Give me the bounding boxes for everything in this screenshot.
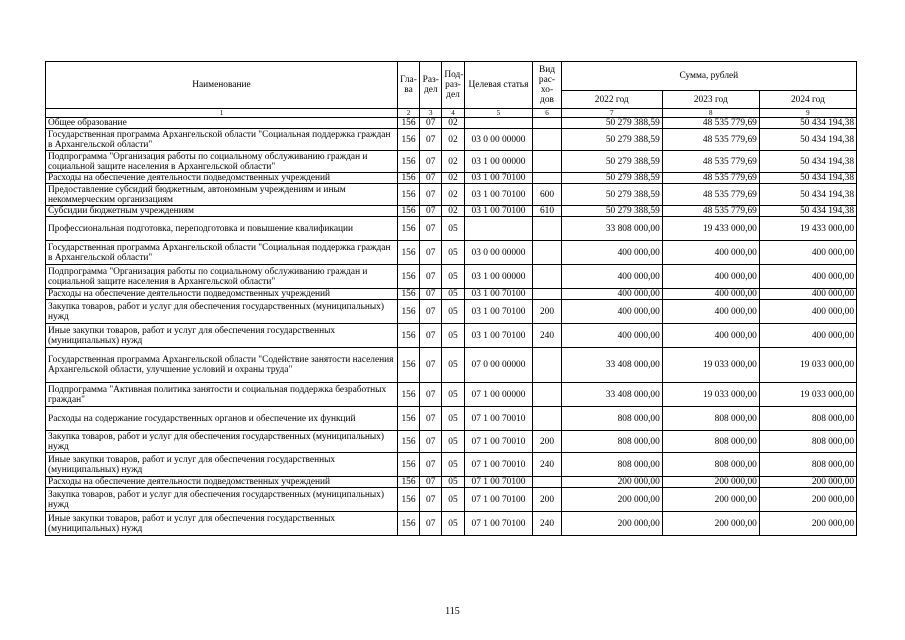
row-podrazdel: 02 (442, 173, 464, 184)
header-row (46, 62, 857, 91)
row-sum-2024: 400 000,00 (759, 241, 856, 265)
row-name: Государственная программа Архангельской области "Содействие занятости населения Архангельской области, улучшение условий и охраны труда" (46, 348, 398, 383)
row-sum-2023: 400 000,00 (662, 300, 759, 324)
row-name: Иные закупки товаров, работ и услуг для обеспечения государственных (муниципальных) нужд (46, 453, 398, 477)
row-celevaya-statya: 03 1 00 00000 (464, 151, 533, 173)
table-row (46, 173, 857, 184)
row-sum-2024: 50 434 194,38 (759, 206, 856, 217)
row-glava: 156 (397, 289, 419, 300)
row-sum-2022: 200 000,00 (561, 512, 662, 536)
row-celevaya-statya: 07 1 00 70100 (464, 488, 533, 512)
row-celevaya-statya: 07 1 00 70100 (464, 512, 533, 536)
header-year-2024: 2024 год (759, 91, 856, 109)
page-number: 115 (445, 606, 460, 617)
row-celevaya-statya: 03 1 00 70100 (464, 324, 533, 348)
row-vid-rashodov: 200 (533, 300, 561, 324)
table-row (46, 453, 857, 477)
budget-table (45, 61, 857, 536)
row-sum-2022: 808 000,00 (561, 453, 662, 477)
table-row (46, 431, 857, 453)
row-vid-rashodov (533, 118, 561, 129)
header-year-2022: 2022 год (561, 91, 662, 109)
table-row (46, 488, 857, 512)
row-glava: 156 (397, 477, 419, 488)
colnum-cell: 2 (397, 109, 419, 118)
colnum-cell: 1 (46, 109, 398, 118)
colnum-cell: 5 (464, 109, 533, 118)
row-glava: 156 (397, 348, 419, 383)
row-podrazdel: 05 (442, 300, 464, 324)
row-sum-2023: 19 433 000,00 (662, 217, 759, 241)
row-podrazdel: 05 (442, 324, 464, 348)
row-name: Закупка товаров, работ и услуг для обеспечения государственных (муниципальных) нужд (46, 488, 398, 512)
row-razdel: 07 (420, 151, 442, 173)
row-celevaya-statya: 03 1 00 70100 (464, 206, 533, 217)
row-glava: 156 (397, 129, 419, 151)
table-row (46, 512, 857, 536)
row-name: Общее образование (46, 118, 398, 129)
row-vid-rashodov (533, 129, 561, 151)
row-sum-2023: 48 535 779,69 (662, 129, 759, 151)
row-sum-2023: 19 033 000,00 (662, 348, 759, 383)
row-name: Расходы на обеспечение деятельности подведомственных учреждений (46, 477, 398, 488)
row-sum-2022: 33 408 000,00 (561, 383, 662, 407)
row-sum-2022: 200 000,00 (561, 488, 662, 512)
row-sum-2022: 50 279 388,59 (561, 173, 662, 184)
row-celevaya-statya: 07 1 00 70100 (464, 477, 533, 488)
row-name: Подпрограмма "Активная политика занятости и социальная поддержка безработных граждан" (46, 383, 398, 407)
row-sum-2023: 400 000,00 (662, 265, 759, 289)
row-sum-2023: 48 535 779,69 (662, 118, 759, 129)
row-podrazdel: 05 (442, 431, 464, 453)
row-razdel: 07 (420, 173, 442, 184)
row-name: Закупка товаров, работ и услуг для обеспечения государственных (муниципальных) нужд (46, 300, 398, 324)
row-podrazdel: 05 (442, 477, 464, 488)
row-sum-2024: 808 000,00 (759, 431, 856, 453)
row-celevaya-statya: 03 1 00 70100 (464, 173, 533, 184)
row-sum-2024: 200 000,00 (759, 488, 856, 512)
column-numbers-row (46, 109, 857, 118)
row-celevaya-statya (464, 118, 533, 129)
row-sum-2024: 19 433 000,00 (759, 217, 856, 241)
row-podrazdel: 02 (442, 129, 464, 151)
row-sum-2022: 50 279 388,59 (561, 206, 662, 217)
row-sum-2022: 400 000,00 (561, 324, 662, 348)
row-sum-2022: 33 408 000,00 (561, 348, 662, 383)
table-row (46, 217, 857, 241)
row-sum-2022: 400 000,00 (561, 241, 662, 265)
row-podrazdel: 05 (442, 348, 464, 383)
row-glava: 156 (397, 488, 419, 512)
row-razdel: 07 (420, 477, 442, 488)
row-glava: 156 (397, 118, 419, 129)
table-row (46, 184, 857, 206)
table-row (46, 300, 857, 324)
header-razdel: Раз-дел (420, 62, 442, 109)
row-name: Закупка товаров, работ и услуг для обеспечения государственных (муниципальных) нужд (46, 431, 398, 453)
row-sum-2023: 808 000,00 (662, 407, 759, 431)
row-name: Расходы на содержание государственных органов и обеспечение их функций (46, 407, 398, 431)
row-glava: 156 (397, 407, 419, 431)
row-vid-rashodov (533, 383, 561, 407)
row-glava: 156 (397, 431, 419, 453)
row-sum-2023: 200 000,00 (662, 512, 759, 536)
table-row (46, 348, 857, 383)
row-vid-rashodov (533, 173, 561, 184)
row-sum-2024: 50 434 194,38 (759, 173, 856, 184)
table-row (46, 118, 857, 129)
row-sum-2024: 808 000,00 (759, 453, 856, 477)
row-celevaya-statya: 07 1 00 70010 (464, 407, 533, 431)
row-sum-2024: 400 000,00 (759, 324, 856, 348)
header-celevaya-statya: Целевая статья (464, 62, 533, 109)
header-year-2023: 2023 год (662, 91, 759, 109)
row-sum-2024: 808 000,00 (759, 407, 856, 431)
row-vid-rashodov: 200 (533, 488, 561, 512)
row-glava: 156 (397, 217, 419, 241)
row-glava: 156 (397, 151, 419, 173)
row-sum-2023: 808 000,00 (662, 431, 759, 453)
header-podrazdel: Под-раз-дел (442, 62, 464, 109)
row-razdel: 07 (420, 241, 442, 265)
row-name: Расходы на обеспечение деятельности подведомственных учреждений (46, 289, 398, 300)
row-celevaya-statya: 03 1 00 70100 (464, 300, 533, 324)
table-row (46, 324, 857, 348)
row-glava: 156 (397, 173, 419, 184)
row-razdel: 07 (420, 348, 442, 383)
row-sum-2022: 33 808 000,00 (561, 217, 662, 241)
row-vid-rashodov (533, 241, 561, 265)
row-glava: 156 (397, 241, 419, 265)
row-sum-2022: 50 279 388,59 (561, 184, 662, 206)
row-glava: 156 (397, 300, 419, 324)
table-row (46, 265, 857, 289)
header-summa: Сумма, рублей (561, 62, 856, 91)
row-celevaya-statya: 07 0 00 00000 (464, 348, 533, 383)
row-name: Иные закупки товаров, работ и услуг для обеспечения государственных (муниципальных) нужд (46, 512, 398, 536)
row-vid-rashodov: 240 (533, 512, 561, 536)
row-vid-rashodov (533, 151, 561, 173)
budget-table-page (45, 61, 857, 536)
row-sum-2024: 50 434 194,38 (759, 184, 856, 206)
row-sum-2022: 50 279 388,59 (561, 151, 662, 173)
row-name: Расходы на обеспечение деятельности подведомственных учреждений (46, 173, 398, 184)
row-razdel: 07 (420, 184, 442, 206)
colnum-cell: 4 (442, 109, 464, 118)
row-sum-2024: 50 434 194,38 (759, 118, 856, 129)
row-sum-2023: 200 000,00 (662, 488, 759, 512)
row-sum-2022: 400 000,00 (561, 289, 662, 300)
row-razdel: 07 (420, 300, 442, 324)
row-vid-rashodov (533, 407, 561, 431)
table-row (46, 383, 857, 407)
row-celevaya-statya: 03 1 00 70100 (464, 184, 533, 206)
row-vid-rashodov: 200 (533, 431, 561, 453)
colnum-cell: 6 (533, 109, 561, 118)
row-celevaya-statya: 07 1 00 00000 (464, 383, 533, 407)
row-razdel: 07 (420, 407, 442, 431)
row-razdel: 07 (420, 206, 442, 217)
row-sum-2023: 48 535 779,69 (662, 151, 759, 173)
row-vid-rashodov: 610 (533, 206, 561, 217)
table-row (46, 129, 857, 151)
row-razdel: 07 (420, 324, 442, 348)
row-glava: 156 (397, 206, 419, 217)
row-celevaya-statya: 03 1 00 70100 (464, 289, 533, 300)
row-razdel: 07 (420, 265, 442, 289)
row-celevaya-statya: 03 0 00 00000 (464, 129, 533, 151)
row-razdel: 07 (420, 217, 442, 241)
row-sum-2022: 50 279 388,59 (561, 118, 662, 129)
table-row (46, 407, 857, 431)
row-podrazdel: 05 (442, 488, 464, 512)
row-sum-2022: 400 000,00 (561, 265, 662, 289)
row-podrazdel: 02 (442, 118, 464, 129)
row-sum-2022: 808 000,00 (561, 431, 662, 453)
row-sum-2023: 48 535 779,69 (662, 184, 759, 206)
row-razdel: 07 (420, 289, 442, 300)
row-glava: 156 (397, 453, 419, 477)
row-sum-2024: 400 000,00 (759, 265, 856, 289)
row-name: Подпрограмма "Организация работы по социальному обслуживанию граждан и социальной защите населения в Архангельской области" (46, 265, 398, 289)
row-vid-rashodov (533, 289, 561, 300)
row-sum-2024: 400 000,00 (759, 300, 856, 324)
row-podrazdel: 05 (442, 407, 464, 431)
row-name: Профессиональная подготовка, переподготовка и повышение квалификации (46, 217, 398, 241)
row-razdel: 07 (420, 431, 442, 453)
row-name: Государственная программа Архангельской области "Социальная поддержка граждан в Архангельской области" (46, 129, 398, 151)
table-row (46, 206, 857, 217)
row-sum-2023: 48 535 779,69 (662, 206, 759, 217)
header-vid-rashodov: Вид рас-хо-дов (533, 62, 561, 109)
row-podrazdel: 05 (442, 217, 464, 241)
row-vid-rashodov: 240 (533, 324, 561, 348)
row-sum-2024: 200 000,00 (759, 512, 856, 536)
row-celevaya-statya: 07 1 00 70010 (464, 453, 533, 477)
row-sum-2022: 200 000,00 (561, 477, 662, 488)
row-sum-2024: 50 434 194,38 (759, 151, 856, 173)
row-razdel: 07 (420, 512, 442, 536)
colnum-cell: 3 (420, 109, 442, 118)
row-podrazdel: 05 (442, 512, 464, 536)
row-razdel: 07 (420, 453, 442, 477)
row-name: Государственная программа Архангельской области "Социальная поддержка граждан в Архангельской области" (46, 241, 398, 265)
row-podrazdel: 02 (442, 151, 464, 173)
table-row (46, 477, 857, 488)
row-glava: 156 (397, 265, 419, 289)
row-sum-2023: 400 000,00 (662, 289, 759, 300)
header-name: Наименование (46, 62, 398, 109)
colnum-cell: 8 (662, 109, 759, 118)
row-vid-rashodov (533, 265, 561, 289)
row-razdel: 07 (420, 383, 442, 407)
table-row (46, 151, 857, 173)
row-vid-rashodov: 240 (533, 453, 561, 477)
row-razdel: 07 (420, 129, 442, 151)
row-sum-2024: 200 000,00 (759, 477, 856, 488)
row-podrazdel: 02 (442, 184, 464, 206)
row-celevaya-statya: 03 1 00 00000 (464, 265, 533, 289)
row-celevaya-statya (464, 217, 533, 241)
row-razdel: 07 (420, 488, 442, 512)
table-row (46, 289, 857, 300)
row-glava: 156 (397, 184, 419, 206)
row-vid-rashodov (533, 217, 561, 241)
row-name: Иные закупки товаров, работ и услуг для обеспечения государственных (муниципальных) нужд (46, 324, 398, 348)
row-razdel: 07 (420, 118, 442, 129)
row-sum-2024: 19 033 000,00 (759, 348, 856, 383)
header-glava: Гла-ва (397, 62, 419, 109)
row-sum-2023: 48 535 779,69 (662, 173, 759, 184)
row-glava: 156 (397, 324, 419, 348)
row-sum-2023: 400 000,00 (662, 324, 759, 348)
row-sum-2022: 50 279 388,59 (561, 129, 662, 151)
row-glava: 156 (397, 512, 419, 536)
row-celevaya-statya: 07 1 00 70010 (464, 431, 533, 453)
row-celevaya-statya: 03 0 00 00000 (464, 241, 533, 265)
row-vid-rashodov (533, 477, 561, 488)
row-sum-2023: 200 000,00 (662, 477, 759, 488)
row-name: Субсидии бюджетным учреждениям (46, 206, 398, 217)
row-sum-2024: 400 000,00 (759, 289, 856, 300)
row-podrazdel: 05 (442, 265, 464, 289)
row-vid-rashodov (533, 348, 561, 383)
row-podrazdel: 05 (442, 289, 464, 300)
row-sum-2022: 808 000,00 (561, 407, 662, 431)
row-sum-2024: 50 434 194,38 (759, 129, 856, 151)
colnum-cell: 7 (561, 109, 662, 118)
row-sum-2023: 400 000,00 (662, 241, 759, 265)
row-podrazdel: 02 (442, 206, 464, 217)
row-glava: 156 (397, 383, 419, 407)
row-name: Предоставление субсидий бюджетным, автономным учреждениям и иным некоммерческим организациям (46, 184, 398, 206)
row-sum-2024: 19 033 000,00 (759, 383, 856, 407)
row-sum-2023: 19 033 000,00 (662, 383, 759, 407)
row-podrazdel: 05 (442, 453, 464, 477)
row-sum-2022: 400 000,00 (561, 300, 662, 324)
row-podrazdel: 05 (442, 241, 464, 265)
row-vid-rashodov: 600 (533, 184, 561, 206)
table-row (46, 241, 857, 265)
row-name: Подпрограмма "Организация работы по социальному обслуживанию граждан и социальной защите населения в Архангельской области" (46, 151, 398, 173)
row-sum-2023: 808 000,00 (662, 453, 759, 477)
colnum-cell: 9 (759, 109, 856, 118)
row-podrazdel: 05 (442, 383, 464, 407)
